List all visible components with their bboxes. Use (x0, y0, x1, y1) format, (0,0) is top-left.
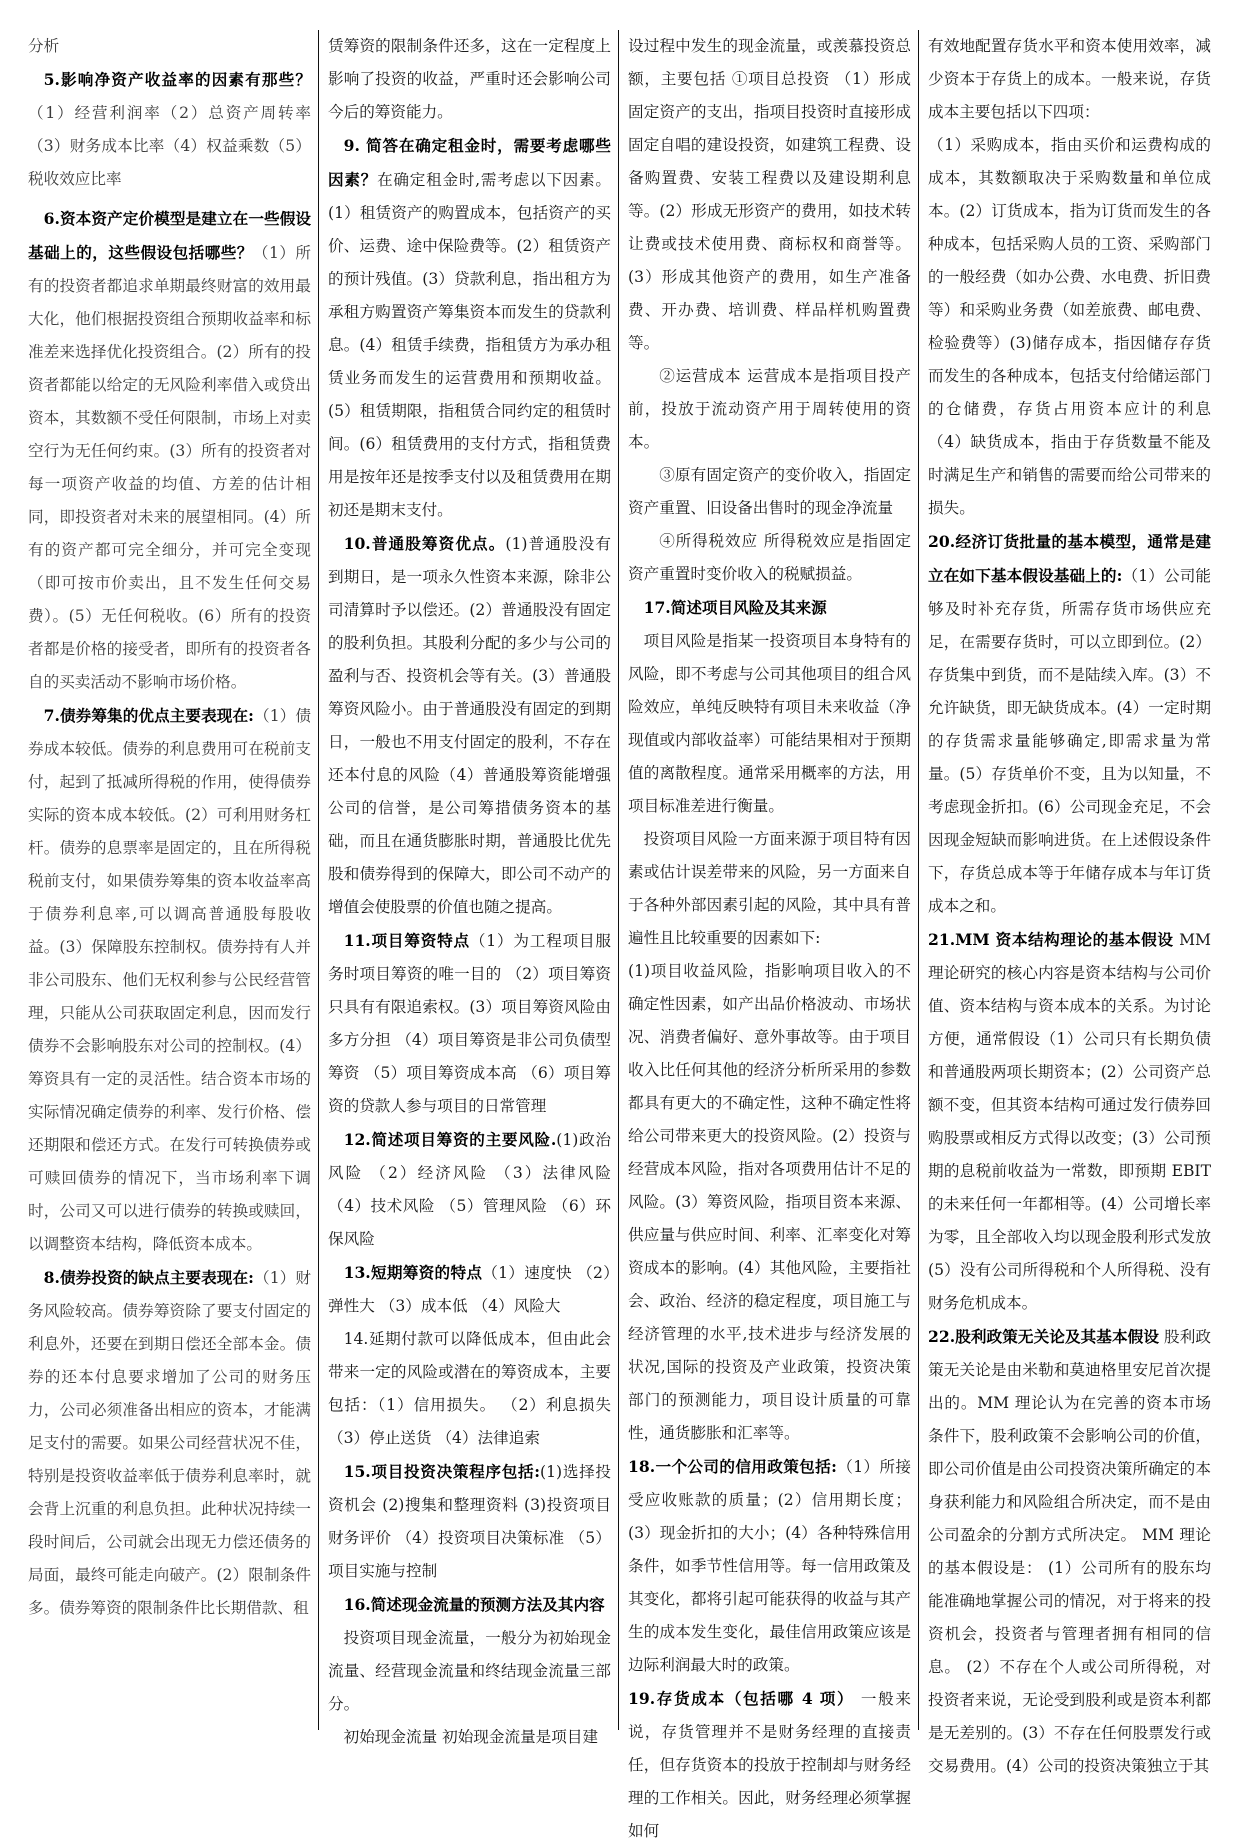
answer-text: （1）公司能够及时补充存货，所需存货市场供应充足，在需要存货时，可以立即到位。(2）存货集中到货，而不是陆续入库。(3）不允许缺货，即无缺货成本。(4）一定时期的存货需求量能够确定,即需求量为常量。(5）存货单价不变，且为以知量，不考虑现金折扣。(6）公司现金充足，不会因现金短缺而影响进货。在上述假设条件下，存货总成本等于年储存成本与年订货成本之和。 (928, 567, 1212, 915)
paragraph-q18 (628, 1450, 911, 1682)
text-column-2 (328, 30, 612, 1746)
answer-text: （1）财务风险较高。债券筹资除了要支付固定的利息外，还要在到期日偿还全部本金。债券的还本付息要求增加了公司的财务压力，公司必须准备出相应的资本，才能满足支付的需要。如果公司经营状况不佳，特别是投资收益率低于债券利息率时，就会背上沉重的利息负担。此种状况持续一段时间后，公司就会出现无力偿还债务的局面，最终可能走向破产。(2）限制条件多。债券筹资的限制条件比长期借款、租 (28, 1269, 312, 1617)
question-heading: 20.经济订货批量的基本模型，通常是建立在如下基本假设基础上的: (928, 532, 1211, 585)
paragraph-q17-heading (628, 591, 911, 625)
paragraph (328, 1721, 611, 1754)
answer-text: （1）债券成本较低。债券的利息费用可在税前支付，起到了抵减所得税的作用，使得债券实际的资本成本较低。(2）可利用财务杠杆。债券的息票率是固定的，且在所得税税前支付，如果债券筹集的资本收益率高于债券利息率,可以调高普通股每股收益。(3）保障股东控制权。债券持有人并非公司股东、他们无权利参与公民经营管理，只能从公司获取固定利息，因而发行债券不会影响股东对公司的控制权。(4）筹资具有一定的灵活性。结合资本市场的实际情况确定债券的利率、发行价格、偿还期限和偿还方式。在发行可转换债券或可赎回债券的情况下，当市场利率下调时，公司又可以进行债券的转换或赎回，以调整资本结构，降低资本成本。 (28, 707, 312, 1253)
column-divider (618, 30, 619, 1730)
text-column-3 (628, 30, 912, 1840)
question-heading: 21.MM 资本结构理论的基本假设 (928, 930, 1174, 949)
answer-text: （1）经营利润率（2）总资产周转率（3）财务成本比率（4）权益乘数（5）税收效应比率 (28, 104, 311, 188)
paragraph: 有效地配置存货水平和资本使用效率，减少资本于存货上的成本。一般来说，存货成本主要包括以下四项： (928, 37, 1211, 121)
answer-text: 14.延期付款可以降低成本，但由此会带来一定的风险或潜在的筹资成本，主要包括：（1）信用损失。 （2）利息损失 （3）停止送货 （4）法律追索 (328, 1330, 611, 1447)
answer-text: 项目风险是指某一投资项目本身特有的风险，即不考虑与公司其他项目的组合风险效应，单纯反映特有项目未来收益（净现值或内部收益率）可能结果相对于预期值的离散程度。通常采用概率的方法，用项目标准差进行衡量。 (628, 632, 911, 815)
answer-text: （1）为工程项目服务时项目筹资的唯一目的 （2）项目筹资只具有有限追索权。(3）项目筹资风险由多方分担 （4）项目筹资是非公司负债型筹资 （5）项目筹资成本高 （6）项目筹资的贷款人参与项目的日常管理 (328, 932, 611, 1115)
answer-text: （1）所有的投资者都追求单期最终财富的效用最大化，他们根据投资组合预期收益率和标准差来选择优化投资组合。(2）所有的投资者都能以给定的无风险利率借入或贷出资本，其数额不受任何限制，市场上对卖空行为无任何约束。(3）所有的投资者对每一项资产收益的均值、方差的估计相同，即投资者对未来的展望相同。(4）所有的资产都可完全细分，并可完全变现（即可按市价卖出，且不发生任何交易费）。(5）无任何税收。(6）所有的投资者都是价格的接受者，即所有的投资者各自的买卖活动不影响市场价格。 (28, 244, 311, 691)
column-divider (918, 30, 919, 1730)
paragraph (628, 459, 911, 525)
document-page (26, 30, 1222, 1840)
answer-text: ④所得税效应 所得税效应是指固定资产重置时变价收入的税赋损益。 (628, 532, 911, 583)
answer-text: 初始现金流量 初始现金流量是项目建 (343, 1728, 599, 1746)
paragraph (628, 823, 911, 955)
question-heading: 19.存货成本（包括哪 4 项） (628, 1689, 855, 1708)
answer-text: （1）所接受应收账款的质量；(2）信用期长度；(3）现金折扣的大小；(4）各种特殊信用条件，如季节性信用等。每一信用政策及其变化，都将引起可能获得的收益与其产生的成本发生变化，最佳信用政策应该是边际利润最大时的政策。 (628, 1458, 912, 1674)
answer-text: ②运营成本 运营成本是指项目投产前，投放于流动资产用于周转使用的资本。 (628, 367, 911, 451)
text-column-1 (28, 30, 311, 1730)
paragraph-q16-heading (328, 1588, 611, 1622)
paragraph-q7 (28, 699, 311, 1261)
paragraph-q20 (928, 525, 1211, 923)
question-heading: 6.资本资产定价模型是建立在一些假设基础上的，这些假设包括哪些？ (28, 209, 311, 262)
question-heading: 8.债券投资的缺点主要表现在: (43, 1268, 254, 1287)
question-heading: 7.债券筹集的优点主要表现在: (43, 706, 254, 725)
paragraph-q22 (928, 1320, 1211, 1783)
paragraph-q11 (328, 924, 611, 1123)
paragraph (628, 360, 911, 459)
question-heading: 11.项目筹资特点 (343, 931, 470, 950)
paragraph (328, 1622, 611, 1721)
paragraph: 赁筹资的限制条件还多，这在一定程度上影响了投资的收益，严重时还会影响公司今后的筹资能力。 (328, 37, 611, 121)
text-column-4 (928, 30, 1212, 1775)
column-divider (318, 30, 319, 1730)
paragraph-q14 (328, 1323, 611, 1455)
answer-text: 一般来说，存货管理并不是财务经理的直接责任，但存货资本的投放于控制却与财务经理的工作相关。因此，财务经理必须掌握如何 (628, 1690, 911, 1840)
paragraph: 设过程中发生的现金流量，或羡慕投资总额，主要包括 ①项目总投资 （1）形成固定资产的支出，指项目投资时直接形成固定自唱的建设投资，如建筑工程费、设备购置费、安装工程费以及建设期利息等。(2）形成无形资产的费用，如技术转让费或技术使用费、商标权和商誉等。(3）形成其他资产的费用，如生产准备费、开办费、培训费、样品样机购置费等。 (628, 37, 911, 352)
answer-text: 在确定租金时,需考虑以下因素。(1）租赁资产的购置成本，包括资产的买价、运费、途中保险费等。(2）租赁资产的预计残值。(3）贷款利息，指出租方为承租方购置资产筹集资本而发生的贷款利息。(4）租赁手续费，指租赁方为承办租赁业务而发生的运营费用和预期收益。(5）租赁期限，指租赁合同约定的租赁时间。(6）租赁费用的支付方式，指租赁费用是按年还是按季支付以及租赁费用在期初还是期末支付。 (328, 171, 611, 519)
question-heading: 22.股利政策无关论及其基本假设 (928, 1327, 1159, 1346)
question-heading: 16.简述现金流量的预测方法及其内容 (343, 1595, 605, 1614)
paragraph-q21 (928, 923, 1211, 1320)
question-heading: 17.简述项目风险及其来源 (643, 598, 827, 617)
paragraph (928, 129, 1211, 525)
answer-text: ③原有固定资产的变价收入，指固定资产重置、旧设备出售时的现金净流量 (628, 466, 911, 517)
question-heading: 10.普通股筹资优点。 (343, 534, 506, 553)
paragraph-q8 (28, 1261, 311, 1625)
answer-text: (1)普通股没有到期日，是一项永久性资本来源，除非公司清算时予以偿还。(2）普通股没有固定的股利负担。其股利分配的多少与公司的盈利与否、投资机会等有关。(3）普通股筹资风险小。由于普通股没有固定的到期日，一般也不用支付固定的股利，不存在还本付息的风险（4）普通股筹资能增强公司的信誉，是公司筹措债务资本的基础，而且在通货膨胀时期，普通股比优先股和债券得到的保障大，即公司不动产的增值会使股票的价值也随之提高。 (328, 535, 611, 916)
paragraph-q19 (628, 1682, 911, 1848)
answer-text: (1)项目收益风险，指影响项目收入的不确定性因素，如产出品价格波动、市场状况、消费者偏好、意外事故等。由于项目收入比任何其他的经济分析所采用的参数都具有更大的不确定性，这种不确定性将给公司带来更大的投资风险。(2）投资与经营成本风险，指对各项费用估计不足的风险。(3）筹资风险，指项目资本来源、供应量与供应时间、利率、汇率变化对筹资成本的影响。(4）其他风险，主要指社会、政治、经济的稳定程度，项目施工与经济管理的水平,技术进步与经济发展的状况,国际的投资及产业政策，投资决策部门的预测能力，项目设计质量的可靠性，通货膨胀和汇率等。 (628, 962, 911, 1442)
paragraph (628, 625, 911, 823)
paragraph-q6 (28, 202, 311, 699)
answer-text: (1)政治风险 （2）经济风险 （3）法律风险 （4）技术风险 （5）管理风险 （6）环保风险 (328, 1131, 612, 1248)
question-heading: 9. 简答在确定租金时，需要考虑哪些因素？ (328, 136, 611, 189)
answer-text: 投资项目风险一方面来源于项目特有因素或估计误差带来的风险，另一方面来自于各种外部因素引起的风险，其中具有普遍性且比较重要的因素如下: (628, 830, 911, 947)
answer-text: 投资项目现金流量，一般分为初始现金流量、经营现金流量和终结现金流量三部分。 (328, 1629, 611, 1713)
answer-text: （1）采购成本，指由买价和运费构成的成本，其数额取决于采购数量和单位成本。(2）订货成本，指为订货而发生的各种成本，包括采购人员的工资、采购部门的一般经费（如办公费、水电费、折旧费等）和采购业务费（如差旅费、邮电费、检验费等）(3)储存成本，指因储存存货而发生的各种成本，包括支付给储运部门的仓储费，存货占用资本应计的利息 （4）缺货成本，指由于存货数量不能及时满足生产和销售的需要而给公司带来的损失。 (928, 136, 1211, 517)
paragraph-q12 (328, 1123, 611, 1256)
paragraph-q9 (328, 129, 611, 527)
question-heading: 18.一个公司的信用政策包括: (628, 1457, 837, 1476)
answer-text: 股利政策无关论是由米勒和莫迪格里安尼首次提出的。MM 理论认为在完善的资本市场条件下，股利政策不会影响公司的价值，即公司价值是由公司投资决策所确定的本身获利能力和风险组合所决定，而不是由公司盈余的分割方式所决定。 MM 理论的基本假设是： (1）公司所有的股东均能准确地掌握公司的情况，对于将来的投资机会，投资者与管理者拥有相同的信息。 (2）不存在个人或公司所得税，对投资者来说，无论受到股利或是资本利都是无差别的。(3）不存在任何股票发行或交易费用。(4）公司的投资决策独立于其 (928, 1328, 1211, 1775)
paragraph-q13 (328, 1256, 611, 1323)
paragraph (628, 525, 911, 591)
paragraph-q15 (328, 1455, 611, 1588)
answer-text: (1)选择投资机会 (2)搜集和整理资料 (3)投资项目财务评价 （4）投资项目决策标准 （5）项目实施与控制 (328, 1463, 611, 1580)
answer-text: MM 理论研究的核心内容是资本结构与公司价值、资本结构与资本成本的关系。为讨论方便，通常假设（1）公司只有长期负债和普通股两项长期资本；(2）公司资产总额不变，但其资本结构可通过发行债券回购股票或相反方式得以改变；(3）公司预期的息税前收益为一常数，即预期 EBIT 的未来任何一年都相等。(4）公司增长率为零，且全部收入均以现金股利形式发放(5）没有公司所得税和个人所得税、没有财务危机成本。 (928, 931, 1211, 1312)
answer-text: （1）速度快 （2）弹性大 （3）成本低 （4）风险大 (328, 1264, 611, 1315)
question-heading: 13.短期筹资的特点 (343, 1263, 483, 1282)
question-heading: 12.简述项目筹资的主要风险. (343, 1130, 557, 1149)
question-heading: 5.影响净资产收益率的因素有那些？ (43, 70, 311, 89)
paragraph-q5 (28, 63, 311, 196)
paragraph (628, 955, 911, 1450)
paragraph: 分析 (28, 37, 60, 55)
paragraph-q10 (328, 527, 611, 924)
question-heading: 15.项目投资决策程序包括: (343, 1462, 541, 1481)
